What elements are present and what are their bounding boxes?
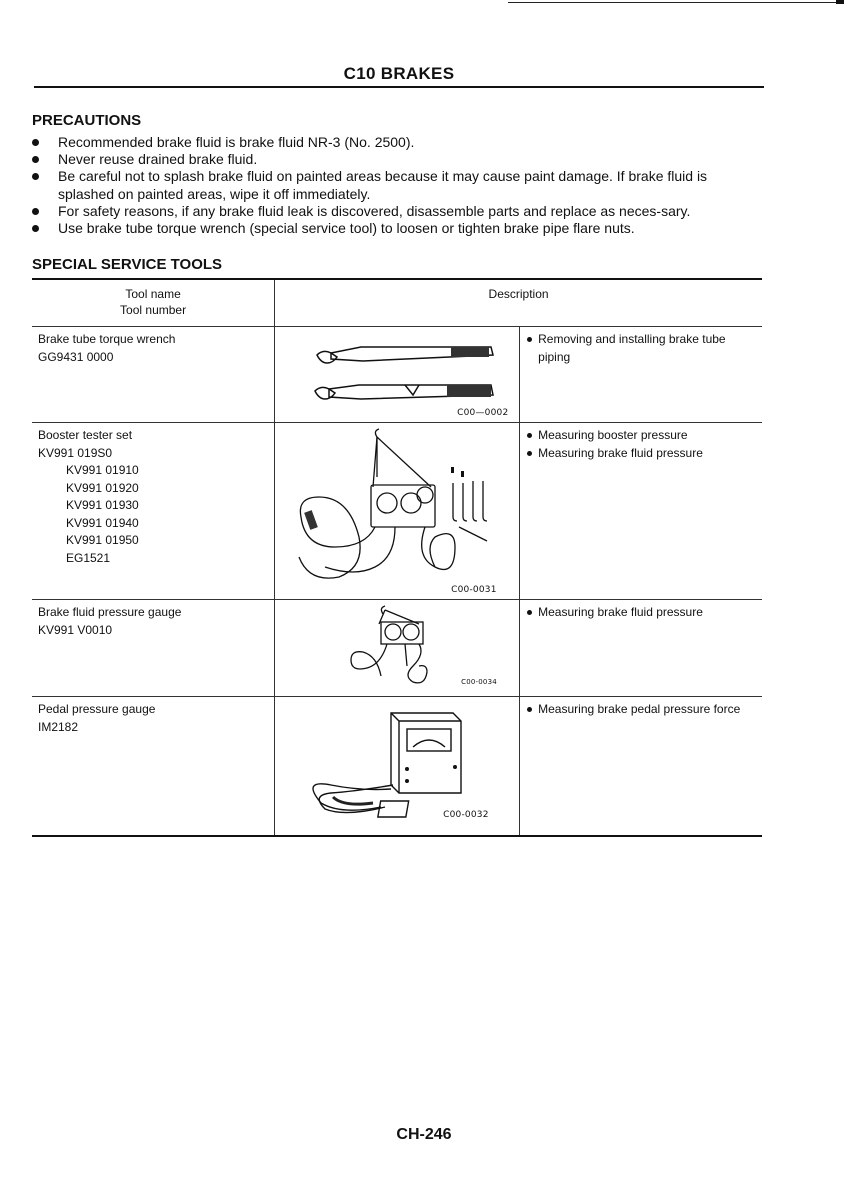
tool-name: Brake fluid pressure gauge — [38, 605, 182, 619]
bullet-icon — [32, 225, 39, 232]
description-header — [275, 279, 762, 327]
tool-name-cell — [32, 600, 275, 697]
precaution-text: Recommended brake fluid is brake fluid NR-3 (No. 2500). — [58, 134, 415, 150]
precautions-heading: PRECAUTIONS — [32, 112, 142, 129]
table-row — [32, 697, 762, 837]
bullet-icon — [527, 610, 532, 615]
tool-name: Brake tube torque wrench — [38, 332, 176, 346]
figure-code: C00-0031 — [451, 585, 497, 595]
bullet-icon — [32, 139, 39, 146]
description-cell — [520, 600, 762, 697]
title-rule — [34, 86, 764, 88]
torque-wrench-illustration — [275, 327, 520, 423]
description-cell — [520, 423, 762, 600]
description-label: Description — [488, 287, 549, 301]
description-text: Measuring booster pressure — [538, 428, 688, 442]
tool-number: GG9431 0000 — [38, 349, 114, 364]
description-item — [526, 445, 756, 463]
figure-code: C00-0034 — [461, 678, 497, 686]
special-tools-table — [32, 278, 762, 837]
tool-sub-number: KV991 01930 — [66, 498, 139, 512]
description-item — [526, 331, 756, 366]
table-header-row — [32, 279, 762, 327]
booster-tester-illustration — [275, 423, 520, 600]
precaution-text: Use brake tube torque wrench (special service tool) to loosen or tighten brake pipe flare nuts. — [58, 220, 635, 237]
special-tools-heading: SPECIAL SERVICE TOOLS — [32, 256, 223, 273]
top-mark — [836, 0, 844, 4]
tool-sub-number: KV991 01910 — [66, 463, 139, 477]
page-title: C10 BRAKES — [343, 64, 455, 83]
pedal-gauge-illustration — [275, 697, 520, 837]
precautions-list — [32, 134, 762, 237]
bullet-icon — [527, 451, 532, 456]
description-item — [526, 427, 756, 445]
description-text: Measuring brake fluid pressure — [538, 605, 703, 619]
tool-number: KV991 019S0 — [38, 445, 113, 460]
tool-sub-number: KV991 01950 — [66, 533, 139, 547]
description-cell — [520, 327, 762, 423]
tool-number: IM2182 — [38, 719, 79, 734]
bullet-icon — [527, 337, 532, 342]
top-rule — [508, 2, 844, 3]
description-text: Removing and installing brake tube piping — [538, 332, 726, 364]
page-header — [34, 64, 764, 88]
description-item — [526, 604, 756, 622]
description-text: Measuring brake fluid pressure — [538, 445, 703, 460]
bullet-icon — [32, 156, 39, 163]
tool-name-cell — [32, 423, 275, 600]
tool-name-cell — [32, 697, 275, 837]
bullet-icon — [32, 173, 39, 180]
tool-name-label: Tool name — [125, 287, 181, 301]
booster-tester-icon — [275, 423, 519, 599]
bullet-icon — [527, 433, 532, 438]
bullet-icon — [32, 208, 39, 215]
description-cell — [520, 697, 762, 837]
tool-sub-number: KV991 01940 — [66, 515, 139, 530]
pressure-gauge-illustration — [275, 600, 520, 697]
description-item — [526, 701, 756, 719]
page-number: CH-246 — [396, 1126, 452, 1143]
description-text: Measuring brake pedal pressure force — [538, 702, 741, 716]
tool-name: Booster tester set — [38, 428, 133, 442]
precaution-text: Never reuse drained brake fluid. — [58, 151, 258, 168]
figure-code: C00-0032 — [443, 810, 489, 820]
tool-name: Pedal pressure gauge — [38, 702, 156, 716]
table-row — [32, 423, 762, 600]
precaution-item — [32, 151, 762, 168]
table-row — [32, 327, 762, 423]
tool-number: KV991 V0010 — [38, 622, 113, 637]
precaution-text: Be careful not to splash brake fluid on painted areas because it may cause paint damage. If brake fluid is splashed on painted areas, wipe it off immediately. — [58, 168, 708, 202]
tool-sub-number: EG1521 — [66, 550, 111, 565]
precaution-text: For safety reasons, if any brake fluid leak is discovered, disassemble parts and replace as neces-sary. — [58, 202, 691, 219]
precaution-item — [32, 134, 762, 151]
precaution-item — [32, 203, 762, 220]
bullet-icon — [527, 707, 532, 712]
tool-number-label: Tool number — [120, 303, 187, 317]
table-row — [32, 600, 762, 697]
precaution-item — [32, 168, 762, 202]
tool-name-header — [32, 279, 275, 327]
precautions-section — [32, 112, 762, 237]
tool-name-cell — [32, 327, 275, 423]
precaution-item — [32, 220, 762, 237]
tool-sub-number: KV991 01920 — [66, 480, 139, 495]
figure-code: C00—0002 — [457, 408, 509, 418]
